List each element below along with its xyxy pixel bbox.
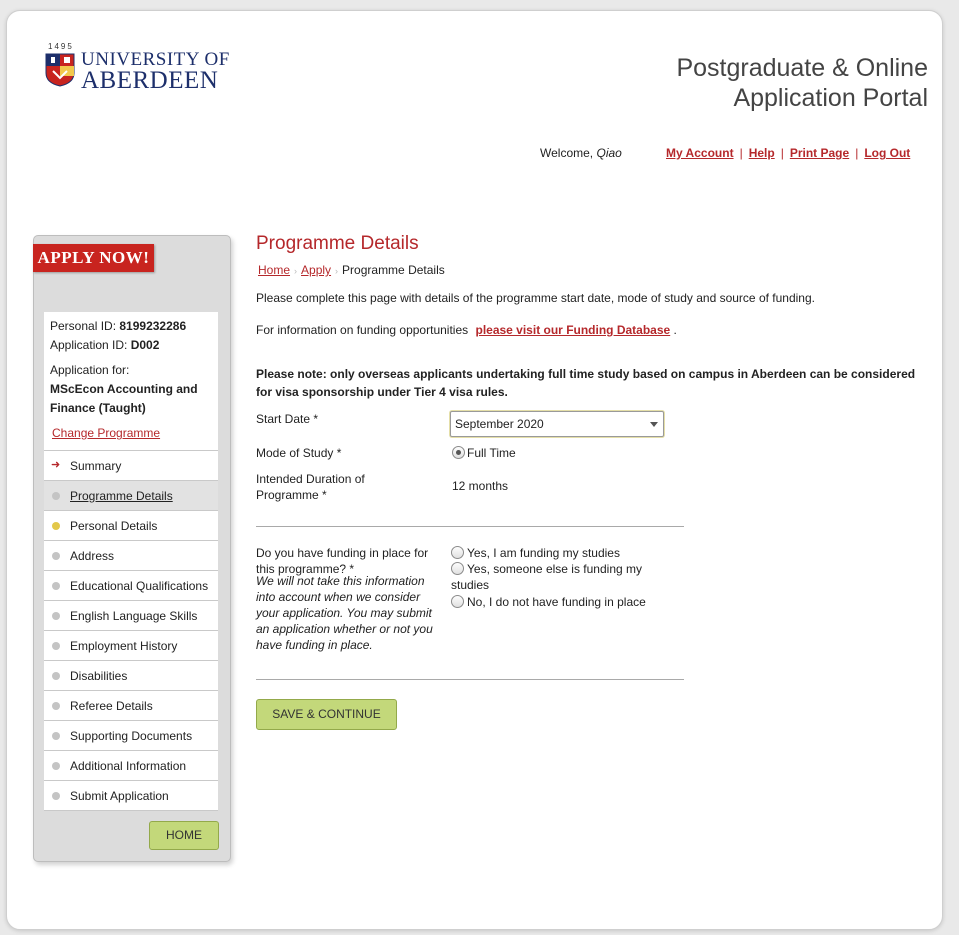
logo-line-2: ABERDEEN: [81, 67, 219, 94]
funding-none-radio[interactable]: [451, 595, 464, 608]
funding-note-line-1: We will not take this information: [256, 574, 425, 588]
change-programme-link[interactable]: Change Programme: [52, 426, 161, 440]
application-id-row: [50, 336, 159, 355]
start-date-label: Start Date *: [256, 412, 319, 426]
sidebar-item-label: Personal Details: [70, 519, 158, 533]
breadcrumb-current: Programme Details: [342, 263, 445, 277]
breadcrumb: [258, 263, 445, 277]
breadcrumb-home-link[interactable]: Home: [258, 263, 291, 277]
portal-title: [676, 53, 928, 113]
sidebar-item-address[interactable]: [44, 540, 218, 570]
funding-info-period: .: [673, 323, 677, 337]
sidebar-item-submit-application[interactable]: [44, 780, 218, 811]
sidebar-item-label: Employment History: [70, 639, 178, 653]
print-page-link[interactable]: Print Page: [789, 146, 850, 160]
sidebar-item-programme-details[interactable]: [44, 480, 218, 510]
funding-other-label-line-2: studies: [451, 578, 490, 592]
arrow-right-icon: ➜: [51, 459, 61, 471]
status-dot-icon: [52, 492, 60, 500]
visa-note: [256, 365, 916, 401]
personal-id-label: Personal ID:: [50, 319, 117, 333]
duration-label: [256, 471, 365, 503]
status-dot-icon: [52, 552, 60, 560]
funding-note-line-3: your application. You may submit: [256, 606, 432, 620]
programme-name-line-1: [50, 380, 198, 399]
chevron-down-icon: [650, 422, 658, 427]
funding-info-row: [256, 323, 677, 337]
sidebar-item-label: Educational Qualifications: [70, 579, 209, 593]
logo-line-1: UNIVERSITY OF: [81, 49, 230, 70]
sidebar-item-label: Referee Details: [70, 699, 153, 713]
programme-name-line-2: [50, 399, 146, 418]
page-title: Programme Details: [256, 233, 419, 254]
funding-question-line-1: Do you have funding in place for: [256, 546, 429, 560]
funding-other-radio[interactable]: [451, 562, 464, 575]
sidebar-item-personal-details[interactable]: [44, 510, 218, 540]
help-link[interactable]: Help: [748, 146, 775, 160]
start-date-select[interactable]: [450, 411, 664, 437]
sidebar-item-label: Additional Information: [70, 759, 187, 773]
breadcrumb-separator-icon: ›: [335, 266, 339, 276]
welcome-name: Qiao: [596, 146, 622, 160]
sidebar-item-label: Summary: [70, 459, 122, 473]
sidebar-item-label: English Language Skills: [70, 609, 198, 623]
programme-name-line-2-text: Finance (Taught): [50, 401, 146, 415]
sidebar-item-disabilities[interactable]: [44, 660, 218, 690]
sidebar-item-summary[interactable]: [44, 450, 218, 480]
status-dot-icon: [52, 522, 60, 530]
personal-id-row: [50, 317, 186, 336]
sidebar-item-label: Supporting Documents: [70, 729, 193, 743]
start-date-value: September 2020: [455, 417, 544, 431]
funding-database-link[interactable]: please visit our Funding Database: [475, 323, 671, 337]
funding-note-line-2: into account when we consider: [256, 590, 421, 604]
link-separator: |: [855, 146, 859, 160]
sidebar-item-english-language-skills[interactable]: [44, 600, 218, 630]
apply-now-banner: APPLY NOW!: [33, 244, 154, 272]
sidebar: [33, 235, 231, 862]
funding-info-text: For information on funding opportunities: [256, 323, 469, 337]
sidebar-item-label: Disabilities: [70, 669, 128, 683]
status-dot-icon: [52, 732, 60, 740]
funding-self-label: Yes, I am funding my studies: [467, 546, 620, 560]
visa-note-line-1: Please note: only overseas applicants undertaking full time study based on campus in Aberdeen can be considered: [256, 367, 916, 381]
application-page: [6, 10, 943, 930]
funding-question-line-2: this programme? *: [256, 562, 355, 576]
visa-note-line-2: for visa sponsorship under Tier 4 visa rules.: [256, 385, 508, 399]
logo-year: 1495: [48, 42, 74, 51]
sidebar-item-label: Submit Application: [70, 789, 169, 803]
breadcrumb-apply-link[interactable]: Apply: [301, 263, 332, 277]
funding-none-label: No, I do not have funding in place: [467, 595, 646, 609]
change-programme-row: [52, 424, 160, 443]
home-button[interactable]: HOME: [149, 821, 219, 850]
status-dot-icon: [52, 702, 60, 710]
log-out-link[interactable]: Log Out: [864, 146, 911, 160]
funding-note-line-4: an application whether or not you: [256, 622, 433, 636]
portal-title-line-1: Postgraduate & Online: [676, 54, 928, 82]
mode-of-study-label: Mode of Study *: [256, 446, 342, 460]
funding-self-radio[interactable]: [451, 546, 464, 559]
my-account-link[interactable]: My Account: [666, 146, 734, 160]
status-dot-icon: [52, 762, 60, 770]
status-dot-icon: [52, 792, 60, 800]
funding-note-line-5: have funding in place.: [256, 638, 373, 652]
divider: [256, 679, 684, 680]
sidebar-item-educational-qualifications[interactable]: [44, 570, 218, 600]
full-time-radio[interactable]: [452, 446, 465, 459]
application-id-label: Application ID:: [50, 338, 128, 352]
sidebar-item-additional-information[interactable]: [44, 750, 218, 780]
sidebar-item-label: Programme Details: [70, 489, 173, 503]
sidebar-item-label: Address: [70, 549, 115, 563]
funding-note: [256, 573, 446, 653]
status-dot-icon: [52, 582, 60, 590]
application-for-label: Application for:: [50, 363, 130, 377]
sidebar-item-referee-details[interactable]: [44, 690, 218, 720]
application-steps-nav: [44, 450, 218, 811]
personal-id-value: 8199232286: [119, 319, 187, 333]
sidebar-item-employment-history[interactable]: [44, 630, 218, 660]
application-id-value: D002: [130, 338, 160, 352]
account-links: [666, 146, 910, 160]
portal-title-line-2: Application Portal: [733, 84, 928, 112]
status-dot-icon: [52, 672, 60, 680]
status-dot-icon: [52, 612, 60, 620]
link-separator: |: [780, 146, 784, 160]
sidebar-item-supporting-documents[interactable]: [44, 720, 218, 750]
welcome-prefix: Welcome,: [540, 146, 594, 160]
duration-label-line-2: Programme *: [256, 488, 327, 502]
divider: [256, 526, 684, 527]
welcome-text: [540, 146, 622, 160]
link-separator: |: [739, 146, 743, 160]
application-info-box: [44, 312, 218, 450]
top-navigation: [540, 146, 911, 160]
duration-value: 12 months: [452, 479, 509, 493]
programme-name-line-1-text: MScEcon Accounting and: [50, 382, 198, 396]
funding-other-label-line-1: Yes, someone else is funding my: [467, 562, 642, 576]
crest-icon: [45, 53, 75, 87]
status-dot-icon: [52, 642, 60, 650]
save-and-continue-button[interactable]: SAVE & CONTINUE: [256, 699, 397, 730]
intro-text: Please complete this page with details of the programme start date, mode of study and source of funding.: [256, 291, 815, 305]
university-logo[interactable]: [45, 43, 245, 103]
duration-label-line-1: Intended Duration of: [256, 472, 365, 486]
breadcrumb-separator-icon: ›: [294, 266, 298, 276]
full-time-label: Full Time: [467, 446, 516, 460]
